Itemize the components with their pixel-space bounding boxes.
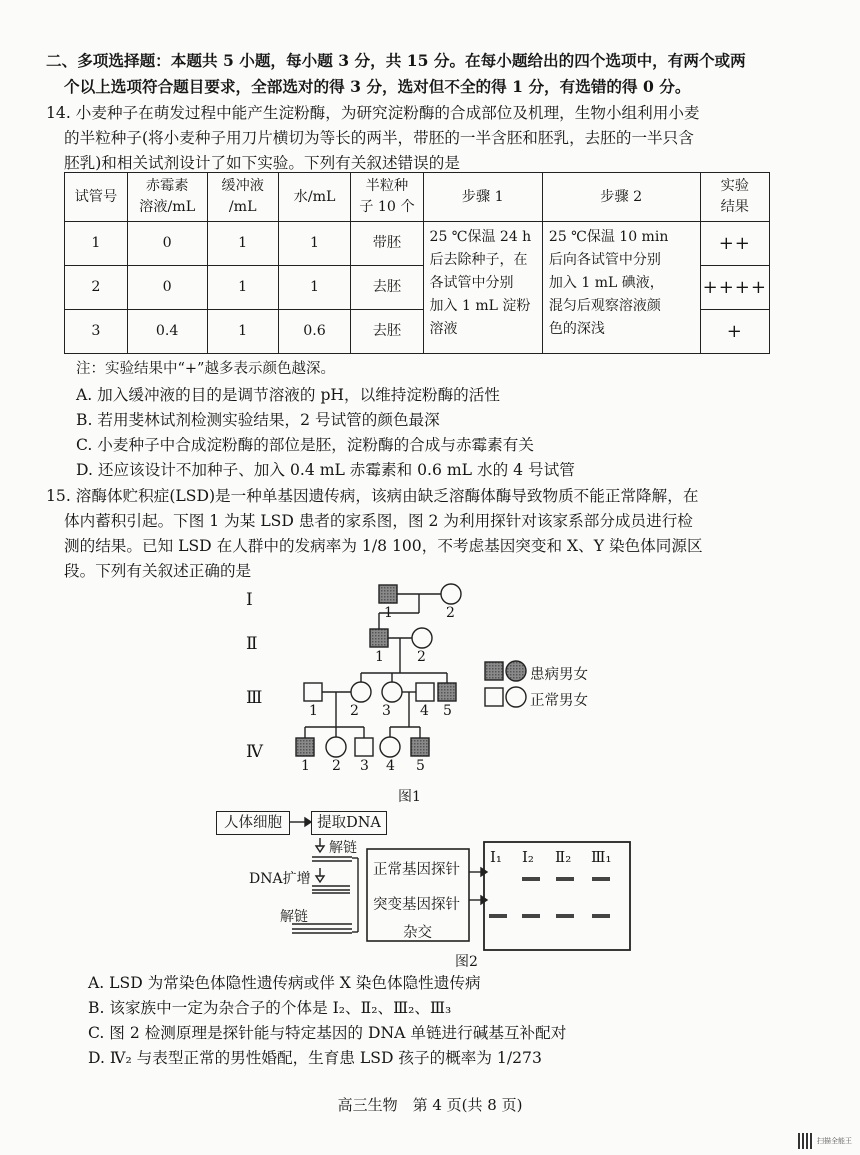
scanner-qr-icon (798, 1133, 814, 1149)
figure1-caption: 图1 (398, 789, 421, 805)
pedigree-III4-normal-male (416, 683, 434, 701)
pedigree-III1-normal-male (304, 683, 322, 701)
table-header-cell: 缓冲液 /mL (207, 173, 278, 222)
pedigree-III5-affected-male (438, 683, 456, 701)
pedigree-II1-affected-male (370, 629, 388, 647)
q14-stem-line2: 的半粒种子(将小麦种子用刀片横切为等长的两半，带胚的一半含胚和胚乳，去胚的一半只含 (64, 129, 694, 147)
gel-lane-label: Ⅰ₁ (490, 848, 502, 866)
legend-affected-male-icon (485, 662, 503, 680)
q15-option-a: A. LSD 为常染色体隐性遗传病或伴 X 染色体隐性遗传病 (88, 974, 481, 992)
pedigree-I2-normal-female (441, 584, 461, 604)
table-cell: 2 (65, 266, 128, 310)
q15-stem-line2: 体内蓄积引起。下图 1 为某 LSD 患者的家系图，图 2 为利用探针对该家系部分成员进行检 (64, 512, 693, 530)
individual-number: 3 (360, 758, 369, 774)
q14-option-c: C. 小麦种子中合成淀粉酶的部位是胚，淀粉酶的合成与赤霉素有关 (76, 436, 534, 454)
table-cell: 1 (278, 266, 351, 310)
extract-dna-box: 提取DNA (311, 811, 387, 835)
pedigree-IV4-normal-female (380, 737, 400, 757)
q15-option-b: B. 该家族中一定为杂合子的个体是 Ⅰ₂、Ⅱ₂、Ⅲ₂、Ⅲ₃ (88, 999, 452, 1017)
table-header-cell: 试管号 (65, 173, 128, 222)
generation-label: Ⅰ (246, 590, 253, 610)
table-cell: 1 (207, 266, 278, 310)
step1-cell: 25 ℃保温 24 h 后去除种子，在 各试管中分别 加入 1 mL 淀粉 溶液 (423, 222, 542, 354)
gel-band-normal-II2 (556, 877, 574, 881)
unwind-label-2: 解链 (280, 909, 308, 925)
gel-lane-label: Ⅱ₂ (555, 848, 572, 866)
table-header-cell: 步骤 2 (542, 173, 700, 222)
gel-lane-label: Ⅰ₂ (522, 848, 534, 866)
gel-band-mutant-II2 (556, 914, 574, 918)
dna-amplify-label: DNA扩增 (249, 871, 311, 887)
step2-cell: 25 ℃保温 10 min 后向各试管中分别 加入 1 mL 碘液， 混匀后观察溶液颜 色的深浅 (542, 222, 700, 354)
normal-probe-label: 正常基因探针 (373, 862, 460, 878)
individual-number: 2 (332, 758, 341, 774)
pedigree-chart (0, 575, 860, 810)
generation-label: Ⅳ (246, 742, 263, 762)
q14-stem-line1: 14. 小麦种子在萌发过程中能产生淀粉酶，为研究淀粉酶的合成部位及机理，生物小组利用小麦 (46, 104, 700, 122)
cell-box: 人体细胞 (216, 811, 290, 835)
scanner-watermark: 扫描全能王 (817, 1137, 852, 1145)
legend-normal-male-icon (485, 688, 503, 706)
hybridization-label: 杂交 (403, 925, 432, 941)
table-header-cell: 半粒种 子 10 个 (351, 173, 423, 222)
page-footer: 高三生物 第 4 页(共 8 页) (337, 1096, 523, 1114)
generation-label: Ⅱ (246, 634, 258, 654)
table-cell: 0 (127, 222, 207, 266)
generation-label: Ⅲ (246, 688, 263, 708)
pedigree-III3-normal-female (382, 682, 402, 702)
table-header-cell: 赤霉素 溶液/mL (127, 173, 207, 222)
result-cell: ++ (700, 222, 769, 266)
table-header-row (65, 173, 770, 222)
table-cell: 3 (65, 310, 128, 354)
table-cell: 1 (278, 222, 351, 266)
individual-number: 5 (416, 758, 425, 774)
gel-lane-label: Ⅲ₁ (591, 848, 612, 866)
individual-number: 5 (443, 703, 452, 719)
legend-affected-label: 患病男女 (530, 667, 588, 683)
individual-number: 1 (384, 605, 393, 621)
legend-normal-female-icon (506, 687, 526, 707)
table-cell: 1 (65, 222, 128, 266)
table-cell: 0.4 (127, 310, 207, 354)
q15-option-d: D. Ⅳ₂ 与表型正常的男性婚配，生育患 LSD 孩子的概率为 1/273 (88, 1049, 542, 1067)
table-cell: 带胚 (351, 222, 423, 266)
mutant-probe-label: 突变基因探针 (373, 897, 460, 913)
table-cell: 去胚 (351, 310, 423, 354)
individual-number: 4 (420, 703, 429, 719)
table-cell: 去胚 (351, 266, 423, 310)
pedigree-II2-normal-female (412, 628, 432, 648)
unwind-label-1: 解链 (329, 840, 357, 856)
individual-number: 2 (350, 703, 359, 719)
q15-option-c: C. 图 2 检测原理是探针能与特定基因的 DNA 单链进行碱基互补配对 (88, 1024, 567, 1042)
q15-stem-line3: 测的结果。已知 LSD 在人群中的发病率为 1/8 100，不考虑基因突变和 X、Y 染色体同源区 (64, 537, 703, 555)
gel-band-normal-III1 (592, 877, 610, 881)
legend-affected-female-icon (506, 661, 526, 681)
pedigree-IV1-affected-male (296, 738, 314, 756)
table-cell: 1 (207, 310, 278, 354)
q14-option-a: A. 加入缓冲液的目的是调节溶液的 pH，以维持淀粉酶的活性 (76, 386, 500, 404)
gel-band-mutant-III1 (592, 914, 610, 918)
individual-number: 1 (301, 758, 310, 774)
result-cell: ++++ (700, 266, 769, 310)
individual-number: 1 (375, 649, 384, 665)
individual-number: 2 (446, 605, 455, 621)
pedigree-III2-normal-female (351, 682, 371, 702)
gel-band-mutant-I1 (489, 914, 507, 918)
table-cell: 0.6 (278, 310, 351, 354)
individual-number: 3 (382, 703, 391, 719)
pedigree-IV2-normal-female (326, 737, 346, 757)
result-cell: + (700, 310, 769, 354)
table-header-cell: 水/mL (278, 173, 351, 222)
q15-stem-line4: 段。下列有关叙述正确的是 (64, 562, 252, 580)
q14-stem-line3: 胚乳)和相关试剂设计了如下实验。下列有关叙述错误的是 (64, 154, 460, 172)
figure2-caption: 图2 (455, 954, 478, 970)
section-header-line2: 个以上选项符合题目要求，全部选对的得 3 分，选对但不全的得 1 分，有选错的得 0 分。 (64, 77, 691, 96)
individual-number: 1 (309, 703, 318, 719)
table-note: 注：实验结果中“+”越多表示颜色越深。 (76, 361, 335, 377)
pedigree-IV3-normal-male (355, 738, 373, 756)
table-header-cell: 步骤 1 (423, 173, 542, 222)
table-cell: 0 (127, 266, 207, 310)
section-header-line1: 二、多项选择题：本题共 5 小题，每小题 3 分，共 15 分。在每小题给出的四个选项中，有两个或两 (46, 51, 746, 70)
experiment-table (64, 172, 770, 354)
table-cell: 1 (207, 222, 278, 266)
q15-stem-line1: 15. 溶酶体贮积症(LSD)是一种单基因遗传病，该病由缺乏溶酶体酶导致物质不能正常降解，在 (46, 487, 699, 505)
individual-number: 2 (417, 649, 426, 665)
gel-band-normal-I2 (522, 877, 540, 881)
pedigree-I1-affected-male (379, 585, 397, 603)
individual-number: 4 (386, 758, 395, 774)
q14-option-b: B. 若用斐林试剂检测实验结果，2 号试管的颜色最深 (76, 411, 440, 429)
pedigree-IV5-affected-male (411, 738, 429, 756)
legend-normal-label: 正常男女 (530, 693, 588, 709)
q14-option-d: D. 还应该设计不加种子、加入 0.4 mL 赤霉素和 0.6 mL 水的 4 号试管 (76, 461, 575, 479)
table-row (65, 222, 770, 266)
gel-band-mutant-I2 (522, 914, 540, 918)
table-header-cell: 实验 结果 (700, 173, 769, 222)
